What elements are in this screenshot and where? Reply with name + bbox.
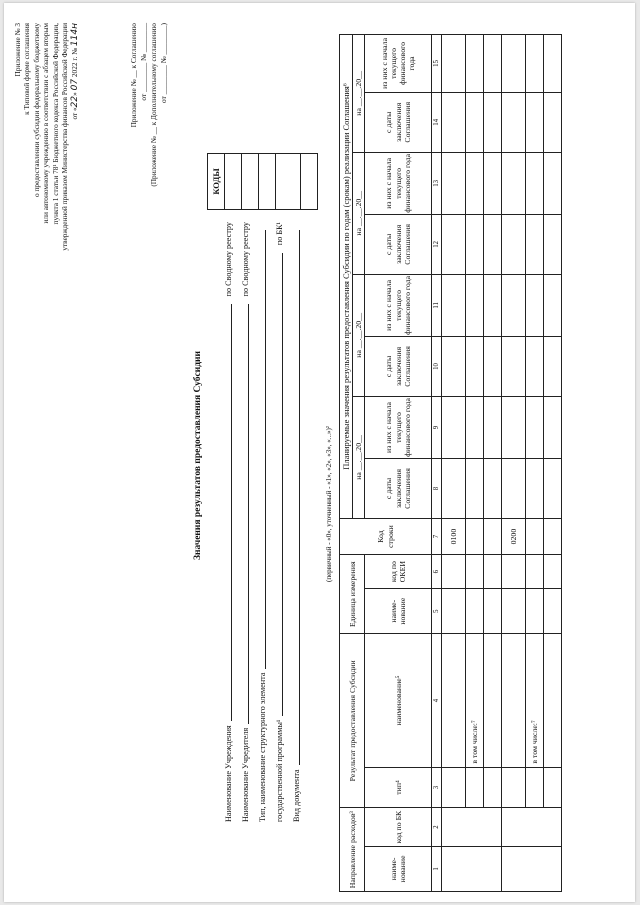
table-cell[interactable] (442, 846, 502, 891)
table-cell[interactable] (526, 214, 544, 274)
table-row (544, 35, 562, 892)
table-cell[interactable] (442, 35, 466, 93)
field-document-type: Вид документа (285, 222, 302, 822)
header-from-date: с даты заключения Соглашения (365, 459, 432, 519)
table-cell[interactable] (502, 634, 526, 767)
table-cell[interactable] (544, 92, 562, 152)
appendix-line: утвержденной приказом Министерства финансов Российской Федерации (60, 23, 70, 251)
header-name: наиме-нование (365, 846, 432, 891)
appendix-line: к Типовой форме соглашения (22, 23, 32, 115)
table-cell[interactable] (466, 274, 484, 336)
field-program-element: Тип, наименование структурного элемента (251, 222, 268, 822)
row-code: 0200 (502, 518, 526, 554)
table-cell[interactable] (466, 92, 484, 152)
table-cell[interactable] (526, 396, 544, 458)
table-cell[interactable] (484, 274, 502, 336)
header-of-which: из них с начала текущего финансового года (365, 35, 432, 93)
appendix-header (13, 23, 82, 363)
fill-line[interactable] (231, 304, 232, 721)
table-cell[interactable] (526, 555, 544, 589)
header-of-which: из них с начала текущего финансового года (365, 152, 432, 214)
table-cell[interactable] (502, 274, 526, 336)
column-number-row (432, 35, 442, 892)
table-cell[interactable] (466, 555, 484, 589)
form-title: Значения результатов предоставления Субсидии (193, 351, 203, 560)
table-cell[interactable] (502, 555, 526, 589)
column-number: 4 (432, 634, 442, 767)
table-cell[interactable] (442, 767, 466, 808)
table-cell[interactable] (502, 152, 526, 214)
table-cell[interactable] (466, 396, 484, 458)
row-code: 0100 (442, 518, 466, 554)
table-cell[interactable] (526, 92, 544, 152)
table-cell[interactable] (484, 152, 502, 214)
document-page (4, 3, 635, 902)
table-cell[interactable] (544, 35, 562, 93)
table-cell[interactable] (526, 518, 544, 554)
header-year: на __.__.20__ (353, 396, 365, 518)
table-cell[interactable] (526, 336, 544, 396)
table-cell[interactable] (466, 214, 484, 274)
header-from-date: с даты заключения Соглашения (365, 336, 432, 396)
table-cell[interactable] (544, 767, 562, 808)
column-number: 11 (432, 274, 442, 336)
table-cell[interactable] (544, 214, 562, 274)
field-founder: Наименование Учредителя по Сводному реестру (241, 222, 251, 822)
code-cell[interactable] (259, 154, 276, 210)
appendix-line: Приложение № 3 (13, 23, 22, 77)
table-cell[interactable] (544, 555, 562, 589)
table-cell[interactable] (442, 152, 466, 214)
header-type: тип⁴ (365, 767, 432, 808)
table-cell[interactable] (484, 518, 502, 554)
column-number: 10 (432, 336, 442, 396)
table-cell[interactable] (502, 846, 562, 891)
field-program: государственной программы¹ по БК¹ (275, 222, 285, 822)
appendix-line: о предоставлении субсидии федеральному бюджетному (31, 23, 41, 197)
column-number: 5 (432, 589, 442, 634)
handwritten-day: 22 (69, 95, 80, 108)
header-result: Результат предоставления Субсидии (340, 634, 365, 808)
header-year: на __.__.20__ (353, 274, 365, 396)
table-cell[interactable] (544, 274, 562, 336)
table-cell[interactable] (526, 589, 544, 634)
table-cell[interactable] (484, 634, 502, 767)
results-table (339, 34, 562, 892)
table-row (442, 35, 466, 892)
column-number: 3 (432, 767, 442, 808)
table-cell[interactable] (544, 634, 562, 767)
fill-line[interactable] (248, 304, 249, 723)
table-cell[interactable] (502, 459, 526, 519)
fill-line[interactable] (299, 230, 300, 765)
table-cell[interactable] (466, 35, 484, 93)
column-number: 13 (432, 152, 442, 214)
header-row-code: Код строки (340, 518, 432, 554)
header-of-which: из них с начала текущего финансового года (365, 396, 432, 458)
table-cell[interactable] (526, 459, 544, 519)
fill-line[interactable] (265, 230, 266, 669)
table-cell[interactable] (442, 396, 466, 458)
handwritten-month: 07 (69, 78, 80, 91)
field-institution: Наименование Учреждения по Сводному реестру (224, 222, 234, 822)
table-cell[interactable] (502, 589, 526, 634)
including-label: в том числе:⁷ (526, 634, 544, 767)
column-number: 7 (432, 518, 442, 554)
table-cell[interactable] (442, 274, 466, 336)
header-bk-code: код по БК (365, 808, 432, 846)
including-label: в том числе:⁷ (466, 634, 484, 767)
table-cell[interactable] (502, 336, 526, 396)
table-cell[interactable] (526, 152, 544, 214)
table-row (484, 35, 502, 892)
table-cell[interactable] (544, 589, 562, 634)
fill-line[interactable] (282, 253, 283, 715)
table-cell[interactable] (484, 767, 502, 808)
column-number: 15 (432, 35, 442, 93)
table-cell[interactable] (466, 518, 484, 554)
appendix-date: от «22» 07 2022 г. № 114н (69, 23, 80, 120)
table-cell[interactable] (484, 396, 502, 458)
column-number: 8 (432, 459, 442, 519)
header-year: на __.__.20__ (353, 35, 365, 153)
column-number: 14 (432, 92, 442, 152)
table-cell[interactable] (442, 634, 466, 767)
table-cell[interactable] (502, 214, 526, 274)
table-cell[interactable] (526, 35, 544, 93)
table-cell[interactable] (484, 459, 502, 519)
table-cell[interactable] (484, 92, 502, 152)
table-cell[interactable] (502, 35, 526, 93)
table-cell[interactable] (484, 336, 502, 396)
column-number: 6 (432, 555, 442, 589)
table-cell[interactable] (484, 35, 502, 93)
code-cell[interactable] (242, 154, 259, 210)
codes-box (207, 153, 318, 210)
table-cell[interactable] (442, 459, 466, 519)
column-number: 9 (432, 396, 442, 458)
header-okei: код по ОКЕИ (365, 555, 432, 589)
header-direction: Направление расходов³ (340, 808, 365, 892)
header-of-which: из них с начала текущего финансового года (365, 274, 432, 336)
table-cell[interactable] (466, 152, 484, 214)
table-cell[interactable] (502, 92, 526, 152)
code-cell[interactable] (276, 154, 301, 210)
rotated-form (7, 11, 633, 900)
table-row (466, 35, 484, 892)
table-cell[interactable] (502, 396, 526, 458)
appendix-line: или автономному учреждению в соответствии с абзацем вторым (41, 23, 51, 224)
table-cell[interactable] (544, 152, 562, 214)
table-cell[interactable] (442, 336, 466, 396)
appendix-line: пункта 1 статьи 78¹ Бюджетного кодекса Российской Федерации, (50, 23, 60, 225)
agreement-appendix: Приложение № __ к Соглашению от ________ № ________ (Приложение № __ к Дополнительному соглашению от ________ № ________) (129, 23, 168, 187)
table-cell[interactable] (442, 214, 466, 274)
column-number: 12 (432, 214, 442, 274)
header-unit-name: наиме-нование (365, 589, 432, 634)
table-cell[interactable] (442, 555, 466, 589)
table-cell[interactable] (544, 336, 562, 396)
table-cell[interactable] (544, 518, 562, 554)
table-cell[interactable] (466, 767, 484, 808)
header-year: на __.__.20__ (353, 152, 365, 274)
codes-header: КОДЫ (208, 154, 225, 210)
table-cell[interactable] (466, 336, 484, 396)
table-cell[interactable] (466, 589, 484, 634)
table-cell[interactable] (526, 767, 544, 808)
table-row (502, 35, 526, 892)
table-cell[interactable] (484, 589, 502, 634)
table-cell[interactable] (544, 459, 562, 519)
header-from-date: с даты заключения Соглашения (365, 92, 432, 152)
header-from-date: с даты заключения Соглашения (365, 214, 432, 274)
table-cell[interactable] (502, 808, 562, 846)
table-cell[interactable] (442, 589, 466, 634)
code-cell[interactable] (301, 154, 318, 210)
table-cell[interactable] (526, 274, 544, 336)
table-cell[interactable] (484, 214, 502, 274)
document-type-note: (первичный - «0», уточненный - «1», «2», «3», «...»)² (325, 426, 333, 582)
table-row (526, 35, 544, 892)
table-cell[interactable] (442, 808, 502, 846)
header-naming: наименование⁵ (365, 634, 432, 767)
table-cell[interactable] (466, 459, 484, 519)
code-cell[interactable] (225, 154, 242, 210)
column-number: 1 (432, 846, 442, 891)
header-planned: Планируемые значения результатов предоставления Субсидии по годам (срокам) реализации Соглашения⁶ (340, 35, 353, 519)
table-cell[interactable] (442, 92, 466, 152)
header-unit: Единица измерения (340, 555, 365, 634)
column-number: 2 (432, 808, 442, 846)
info-fields (217, 222, 302, 822)
table-cell[interactable] (544, 396, 562, 458)
handwritten-number: 114н (69, 23, 80, 47)
table-cell[interactable] (502, 767, 526, 808)
table-cell[interactable] (484, 555, 502, 589)
